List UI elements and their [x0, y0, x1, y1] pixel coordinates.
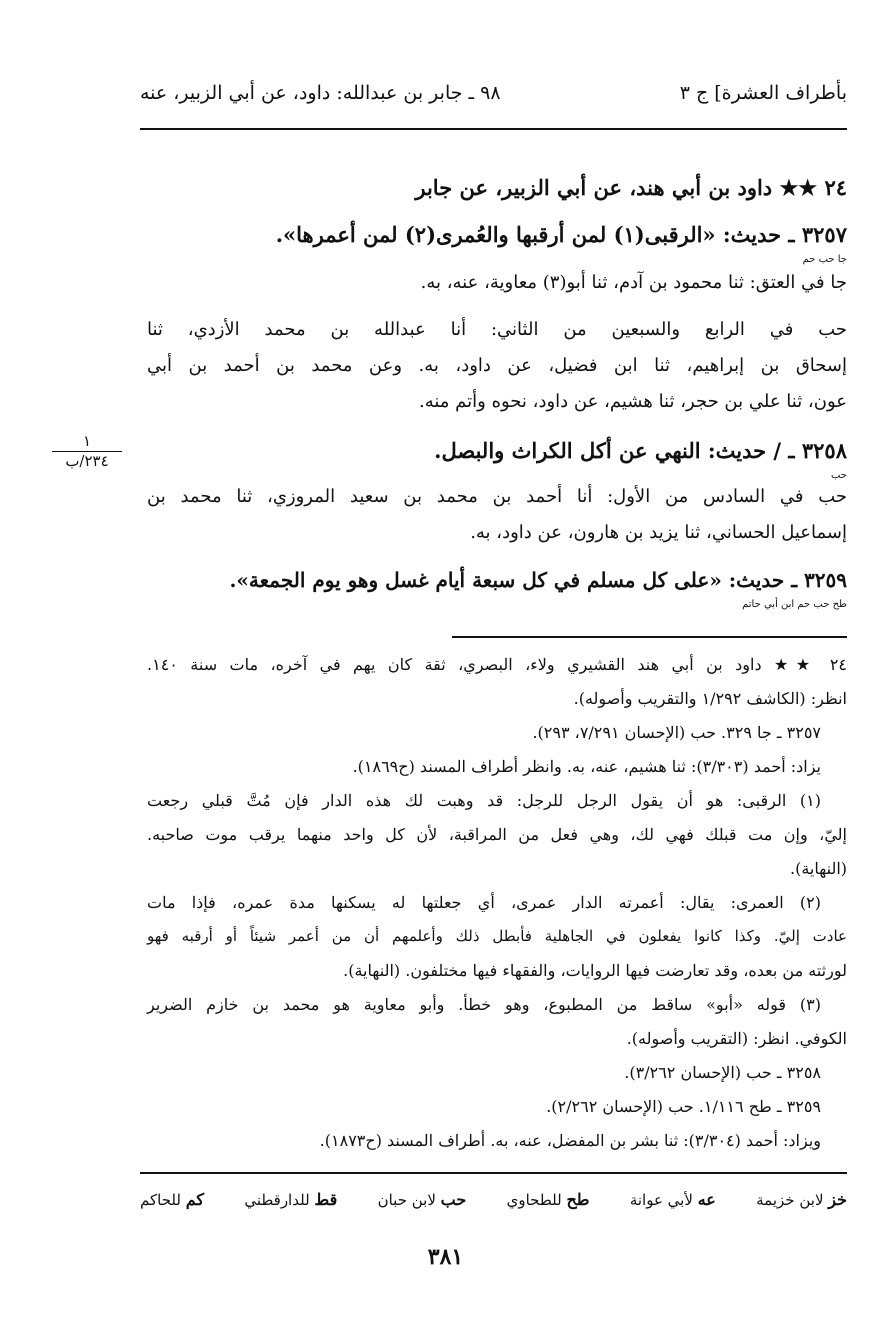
abbreviation-legend: [140, 1190, 847, 1209]
legend-item: قط للدارقطني: [244, 1190, 338, 1209]
footnote-line: إليّ، وإن مت قبلك فهي لك، وهي فعل من المراقبة، لأن كل واحد منهما يرقب موت صاحبه.: [147, 825, 847, 844]
section-title: ٢٤ ★★ داود بن أبي هند، عن أبي الزبير، عن جابر: [415, 175, 847, 200]
footnote-line: ٢٤ ★★ داود بن أبي هند القشيري ولاء، البصري، ثقة كان يهم في آخره، مات سنة ١٤٠.: [147, 655, 847, 674]
chain-line: جا في العتق: ثنا محمود بن آدم، ثنا أبو(٣) معاوية، عنه، به.: [420, 272, 847, 293]
chain-line: إسحاق بن إبراهيم، ثنا ابن فضيل، عن داود، به. وعن محمد بن أحمد بن أبي: [147, 355, 847, 376]
chain-line: حب في الرابع والسبعين من الثاني: أنا عبدالله بن محمد الأزدي، ثنا: [147, 319, 847, 340]
manuscript-folio-note: [52, 432, 122, 470]
footnote-line: ٣٢٥٨ ـ حب (الإحسان ٣/٢٦٢).: [624, 1063, 821, 1082]
sigla-3259: طح حب حم ابن أبي حاتم: [742, 599, 847, 610]
running-header-right: بأطراف العشرة] ج ٣: [679, 82, 847, 104]
footnote-line: (النهاية).: [790, 859, 847, 878]
footnote-line: عادت إليّ. وكذا كانوا يفعلون في الجاهلية فأبطل ذلك وأعلمهم أن من أعمر شيئاً أو أرقبه فهو: [147, 927, 847, 945]
header-rule: [140, 128, 847, 130]
hadith-title-3257: ٣٢٥٧ ـ حديث: «الرقبى(١) لمن أرقبها والعُمرى(٢) لمن أعمرها».: [275, 222, 847, 247]
legend-item: عه لأبي عوانة: [629, 1190, 716, 1209]
legend-rule: [140, 1172, 847, 1174]
legend-item: خز لابن خزيمة: [756, 1190, 847, 1209]
folio-number: ١: [52, 432, 122, 452]
footnote-line: (٢) العمرى: يقال: أعمرته الدار عمرى، أي جعلتها له يسكنها مدة عمره، فإذا مات: [147, 893, 821, 912]
footnote-rule: [452, 636, 847, 638]
footnote-line: (٣) قوله «أبو» ساقط من المطبوع، وهو خطأ. وأبو معاوية هو محمد بن خازم الضرير: [147, 995, 821, 1014]
sigla-3257: جا حب حم: [802, 254, 847, 265]
footnote-line: ويزاد: أحمد (٣/٣٠٤): ثنا بشر بن المفضل، عنه، به. أطراف المسند (ح١٨٧٣).: [319, 1131, 821, 1150]
chain-line: إسماعيل الحساني، ثنا يزيد بن هارون، عن داود، به.: [470, 522, 847, 543]
hadith-title-3258: ٣٢٥٨ ـ / حديث: النهي عن أكل الكراث والبصل.: [434, 438, 847, 463]
chain-line: حب في السادس من الأول: أنا أحمد بن محمد بن سعيد المروزي، ثنا محمد بن: [147, 486, 847, 507]
footnote-line: يزاد: أحمد (٣/٣٠٣): ثنا هشيم، عنه، به. وانظر أطراف المسند (ح١٨٦٩).: [352, 757, 821, 776]
chain-line: عون، ثنا علي بن حجر، ثنا هشيم، عن داود، نحوه وأتم منه.: [419, 391, 847, 412]
legend-item: كم للحاكم: [140, 1190, 204, 1209]
footnote-line: انظر: (الكاشف ١/٢٩٢ والتقريب وأصوله).: [573, 689, 847, 708]
hadith-title-3259: ٣٢٥٩ ـ حديث: «على كل مسلم في كل سبعة أيام غسل وهو يوم الجمعة».: [229, 568, 847, 592]
footnote-line: الكوفي. انظر: (التقريب وأصوله).: [626, 1029, 847, 1048]
footnote-line: ٣٢٥٧ ـ جا ٣٢٩. حب (الإحسان ٧/٢٩١، ٢٩٣).: [532, 723, 821, 742]
footnote-line: (١) الرقبى: هو أن يقول الرجل للرجل: قد وهبت لك هذه الدار فإن مُتَّ قبلي رجعت: [147, 791, 821, 810]
sigla-3258: حب: [830, 470, 847, 481]
legend-item: حب لابن حبان: [377, 1190, 467, 1209]
footnote-line: ٣٢٥٩ ـ طح ١/١١٦. حب (الإحسان ٢/٢٦٢).: [546, 1097, 821, 1116]
footnote-line: لورثته من بعده، وقد تعارضت فيها الروايات، والفقهاء فيها مختلفون. (النهاية).: [343, 961, 847, 980]
page-number: ٣٨١: [427, 1244, 464, 1270]
legend-item: طح للطحاوي: [506, 1190, 590, 1209]
running-header-left: ٩٨ ـ جابر بن عبدالله: داود، عن أبي الزبير، عنه: [140, 82, 501, 104]
folio-ref: ٢٣٤/ب: [65, 452, 109, 470]
